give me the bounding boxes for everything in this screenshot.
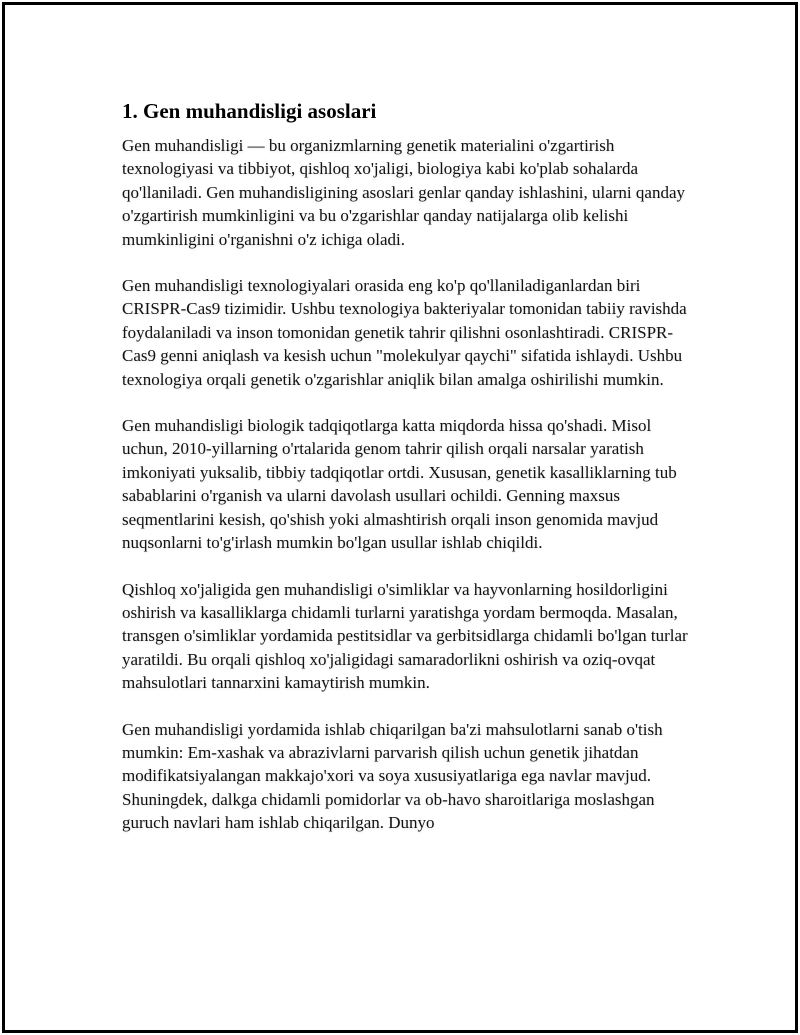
- paragraph-1: Gen muhandisligi — bu organizmlarning genetik materialini o'zgartirish texnologiyasi va tibbiyot, qishloq xo'jaligi, biologiya kabi ko'plab sohalarda qo'llaniladi. Gen muhandisligining asoslari genlar qanday ishlashini, ularni qanday o'zgartirish mumkinligini va bu o'zgarishlar qanday natijalarga olib kelishi mumkinligini o'rganishni o'z ichiga oladi.: [122, 136, 686, 249]
- section-heading: 1. Gen muhandisligi asoslari: [122, 99, 377, 123]
- document-body: [122, 98, 692, 858]
- paragraph-2: Gen muhandisligi texnologiyalari orasida eng ko'p qo'llaniladiganlardan biri CRISPR-Cas9 tizimidir. Ushbu texnologiya bakteriyalar tomonidan tabiiy ravishda foydalaniladi va inson tomonidan genetik tahrir qilishni osonlashtiradi. CRISPR-Cas9 genni aniqlash va kesish uchun "molekulyar qaychi" sifatida ishlaydi. Ushbu texnologiya orqali genetik o'zgarishlar aniqlik bilan amalga oshirilishi mumkin.: [122, 276, 687, 389]
- paragraph-4: Qishloq xo'jaligida gen muhandisligi o'simliklar va hayvonlarning hosildorligini oshirish va kasalliklarga chidamli turlarni yaratishga yordam bermoqda. Masalan, transgen o'simliklar yordamida pestitsidlar va gerbitsidlarga chidamli bo'lgan turlar yaratildi. Bu orqali qishloq xo'jaligidagi samaradorlikni oshirish va oziq-ovqat mahsulotlari tannarxini kamaytirish mumkin.: [122, 579, 688, 693]
- paragraph-3: Gen muhandisligi biologik tadqiqotlarga katta miqdorda hissa qo'shadi. Misol uchun, 2010-yillarning o'rtalarida genom tahrir qilish orqali narsalar yaratish imkoniyati yuksalib, tibbiy tadqiqotlar ortdi. Xususan, genetik kasalliklarning tub sabablarini o'rganish va ularni davolash usullari ochildi. Genning maxsus seqmentlarini kesish, qo'shish yoki almashtirish orqali inson genomida mavjud nuqsonlarni to'g'irlash mumkin bo'lgan usullar ishlab chiqildi.: [122, 416, 677, 553]
- page-frame: [2, 2, 798, 1033]
- paragraph-5: Gen muhandisligi yordamida ishlab chiqarilgan ba'zi mahsulotlarni sanab o'tish mumkin: Em-xashak va abrazivlarni parvarish qilish uchun genetik jihatdan modifikatsiyalangan makkajo'xori va soya xususiyatlariga ega navlar mavjud. Shuningdek, dalkga chidamli pomidorlar va ob-havo sharoitlariga moslashgan guruch navlari ham ishlab chiqarilgan. Dunyo: [122, 719, 663, 833]
